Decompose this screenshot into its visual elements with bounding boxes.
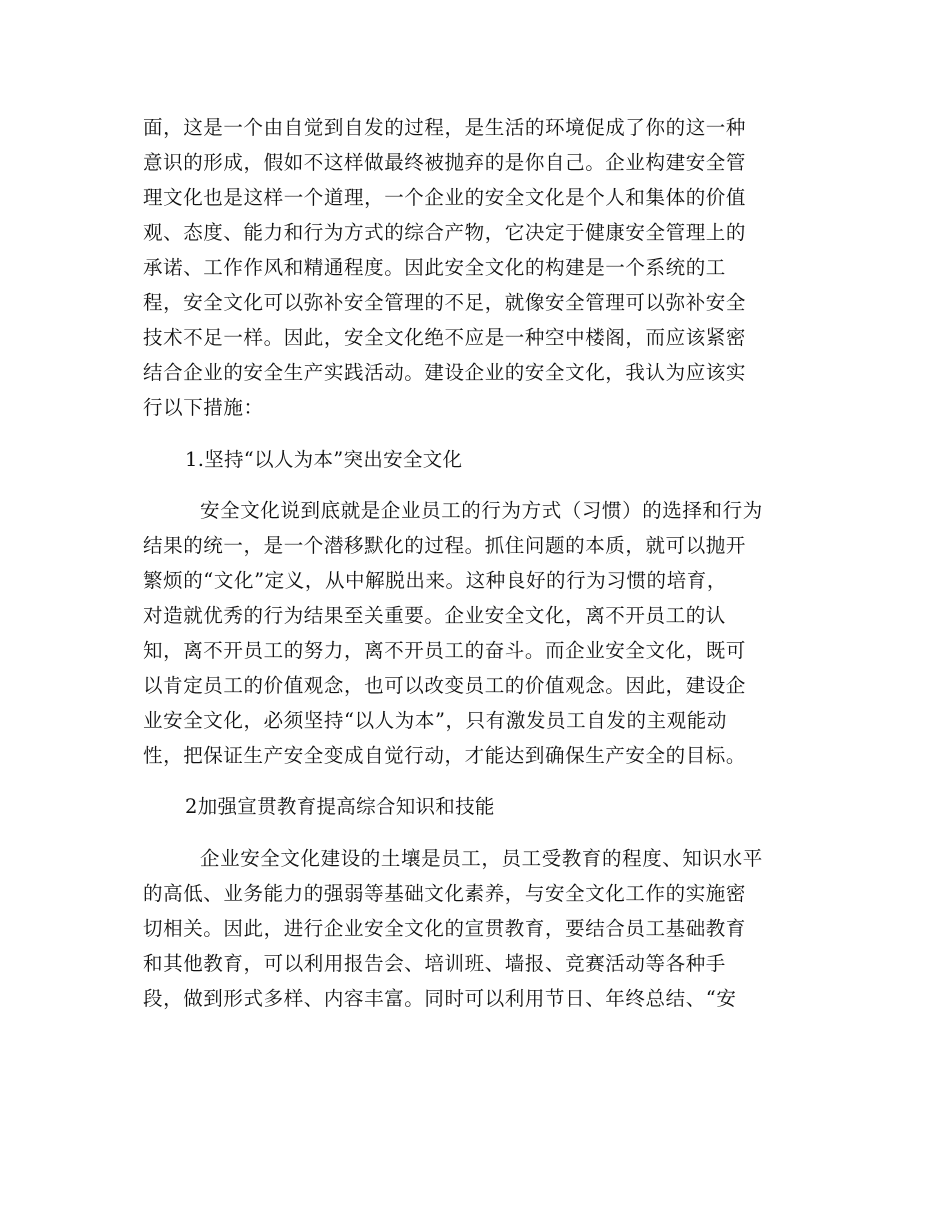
paragraph-line: 理文化也是这样一个道理，一个企业的安全文化是个人和集体的价值 <box>143 186 747 209</box>
paragraph-line: 对造就优秀的行为结果至关重要。企业安全文化，离不开员工的认 <box>143 604 726 627</box>
paragraph-line: 程，安全文化可以弥补安全管理的不足，就像安全管理可以弥补安全 <box>143 291 747 314</box>
paragraph-line: 行以下措施： <box>143 396 264 419</box>
paragraph-line: 承诺、工作作风和精通程度。因此安全文化的构建是一个系统的工 <box>143 256 726 279</box>
paragraph-line: 段，做到形式多样、内容丰富。同时可以利用节日、年终总结、“安 <box>143 987 737 1010</box>
paragraph-line: 繁烦的“文化”定义，从中解脱出来。这种良好的行为习惯的培育， <box>143 569 727 592</box>
paragraph-line: 以肯定员工的价值观念，也可以改变员工的价值观念。因此，建设企 <box>143 674 747 697</box>
paragraph-line: 技术不足一样。因此，安全文化绝不应是一种空中楼阁，而应该紧密 <box>143 326 747 349</box>
paragraph-line: 切相关。因此，进行企业安全文化的宣贯教育，要结合员工基础教育 <box>143 917 747 940</box>
paragraph-line: 安全文化说到底就是企业员工的行为方式（习惯）的选择和行为 <box>200 499 763 522</box>
section-heading: 2加强宣贯教育提高综合知识和技能 <box>185 795 495 818</box>
paragraph-line: 面，这是一个由自觉到自发的过程，是生活的环境促成了你的这一种 <box>143 116 747 139</box>
paragraph-line: 性，把保证生产安全变成自觉行动，才能达到确保生产安全的目标。 <box>143 744 747 767</box>
paragraph-line: 结合企业的安全生产实践活动。建设企业的安全文化，我认为应该实 <box>143 361 747 384</box>
paragraph-line: 和其他教育，可以利用报告会、培训班、墙报、竞赛活动等各种手 <box>143 952 726 975</box>
paragraph-line: 知，离不开员工的努力，离不开员工的奋斗。而企业安全文化，既可 <box>143 639 747 662</box>
section-heading: 1.坚持“以人为本”突出安全文化 <box>185 448 463 471</box>
paragraph-line: 业安全文化，必须坚持“以人为本”，只有激发员工自发的主观能动 <box>143 709 727 732</box>
paragraph-line: 意识的形成，假如不这样做最终被抛弃的是你自己。企业构建安全管 <box>143 151 747 174</box>
paragraph-line: 的高低、业务能力的强弱等基础文化素养，与安全文化工作的实施密 <box>143 882 747 905</box>
paragraph-line: 企业安全文化建设的土壤是员工，员工受教育的程度、知识水平 <box>200 847 763 870</box>
paragraph-line: 观、态度、能力和行为方式的综合产物，它决定于健康安全管理上的 <box>143 221 747 244</box>
paragraph-line: 结果的统一，是一个潜移默化的过程。抓住问题的本质，就可以抛开 <box>143 534 747 557</box>
